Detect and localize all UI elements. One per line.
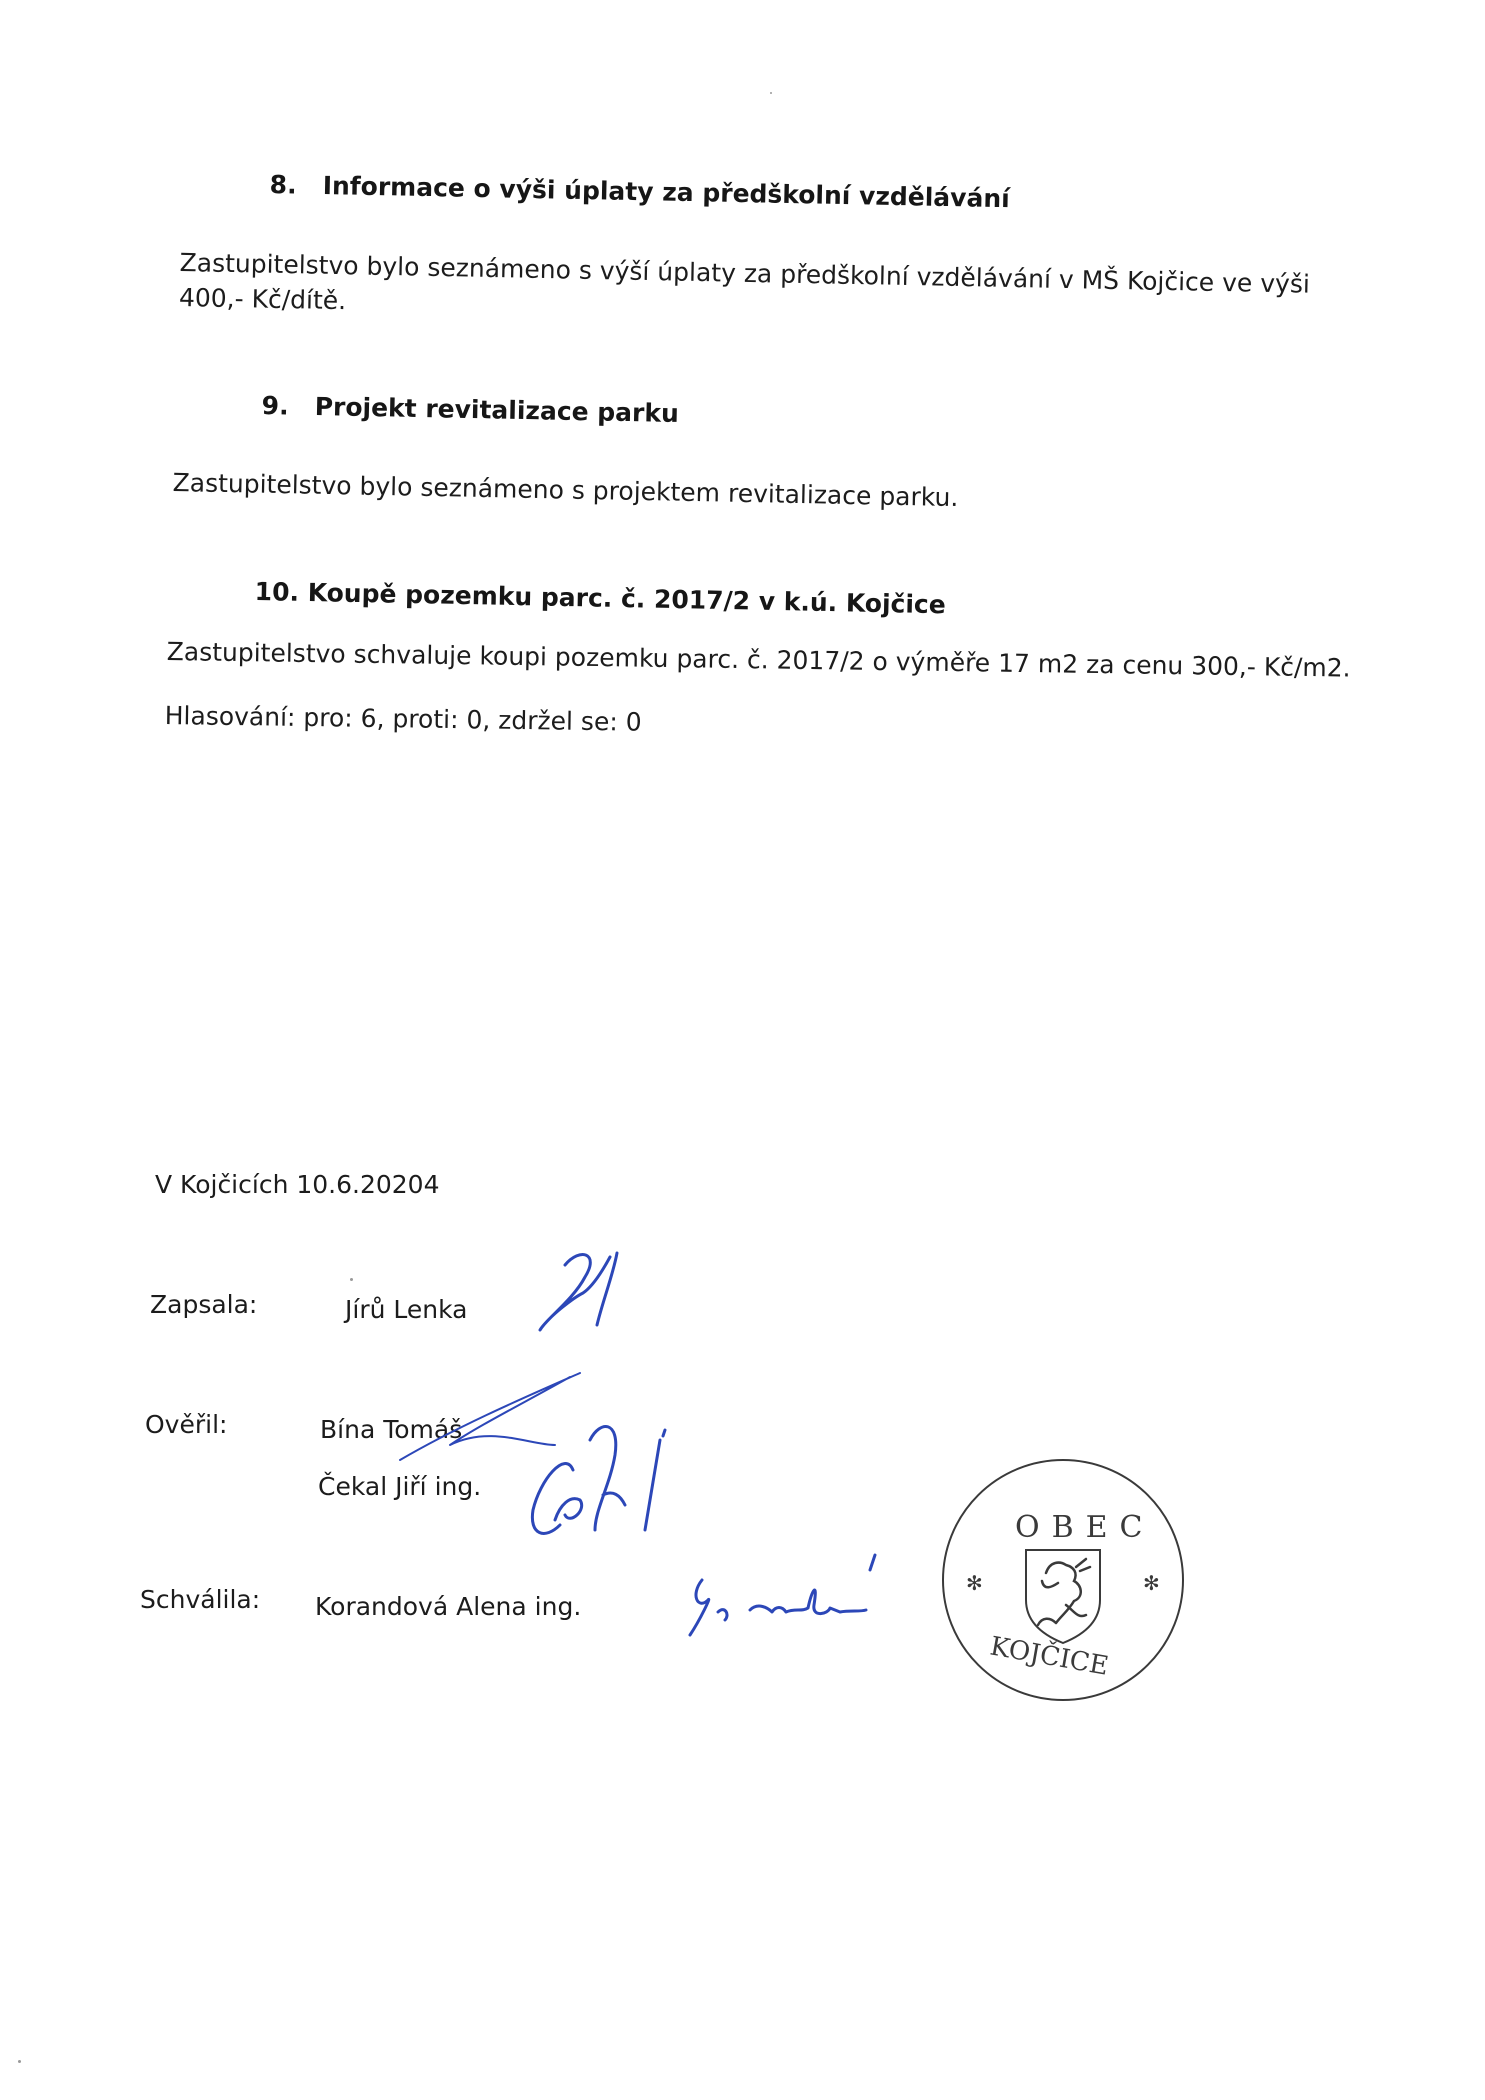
section-8-number: 8. [269,170,297,200]
section-8-title: Informace o výši úplaty za předškolní vzdělávání [322,171,1011,214]
verified-name-2: Čekal Jiří ing. [318,1472,482,1501]
municipal-stamp [938,1455,1188,1705]
verified-label: Ověřil: [145,1410,228,1439]
section-10-title: Koupě pozemku parc. č. 2017/2 v k.ú. Kojčice [307,578,947,620]
approved-name: Korandová Alena ing. [315,1592,582,1621]
stamp-bottom-text: KOJČICE [987,1631,1111,1682]
section-10-number: 10. [254,577,300,607]
section-9-number: 9. [261,391,289,421]
section-10-heading [254,577,946,619]
verified-name-1: Bína Tomáš [320,1415,463,1444]
section-10-vote: Hlasování: pro: 6, proti: 0, zdržel se: 0 [164,700,642,737]
section-9-title: Projekt revitalizace parku [314,392,680,429]
recorded-label: Zapsala: [150,1290,258,1319]
scan-speck [18,2060,21,2063]
section-8-heading [269,170,1010,213]
signature-cekal [525,1400,685,1550]
stamp-top-text: OBEC [1015,1510,1155,1545]
scan-speck [770,92,772,94]
stamp-star-right-icon: ✻ [1143,1571,1160,1595]
approved-label: Schválila: [140,1585,261,1614]
signature-jiru [525,1245,645,1335]
section-9-text: Zastupitelstvo bylo seznámeno s projektem revitalizace parku. [172,467,959,513]
recorded-name: Jírů Lenka [345,1295,468,1324]
stamp-star-left-icon: ✻ [966,1571,983,1595]
section-8-text: Zastupitelstvo bylo seznámeno s výší úplaty za předškolní vzdělávání v MŠ Kojčice ve výši 400,- Kč/dítě. [178,247,1311,316]
lion-icon [1038,1559,1090,1625]
section-10-text: Zastupitelstvo schvaluje koupi pozemku parc. č. 2017/2 o výměře 17 m2 za cenu 300,- Kč/m2. [166,636,1351,683]
place-date: V Kojčicích 10.6.20204 [155,1170,440,1199]
signature-korandova [680,1550,880,1640]
scan-speck [350,1278,353,1281]
section-9-heading [261,391,679,428]
